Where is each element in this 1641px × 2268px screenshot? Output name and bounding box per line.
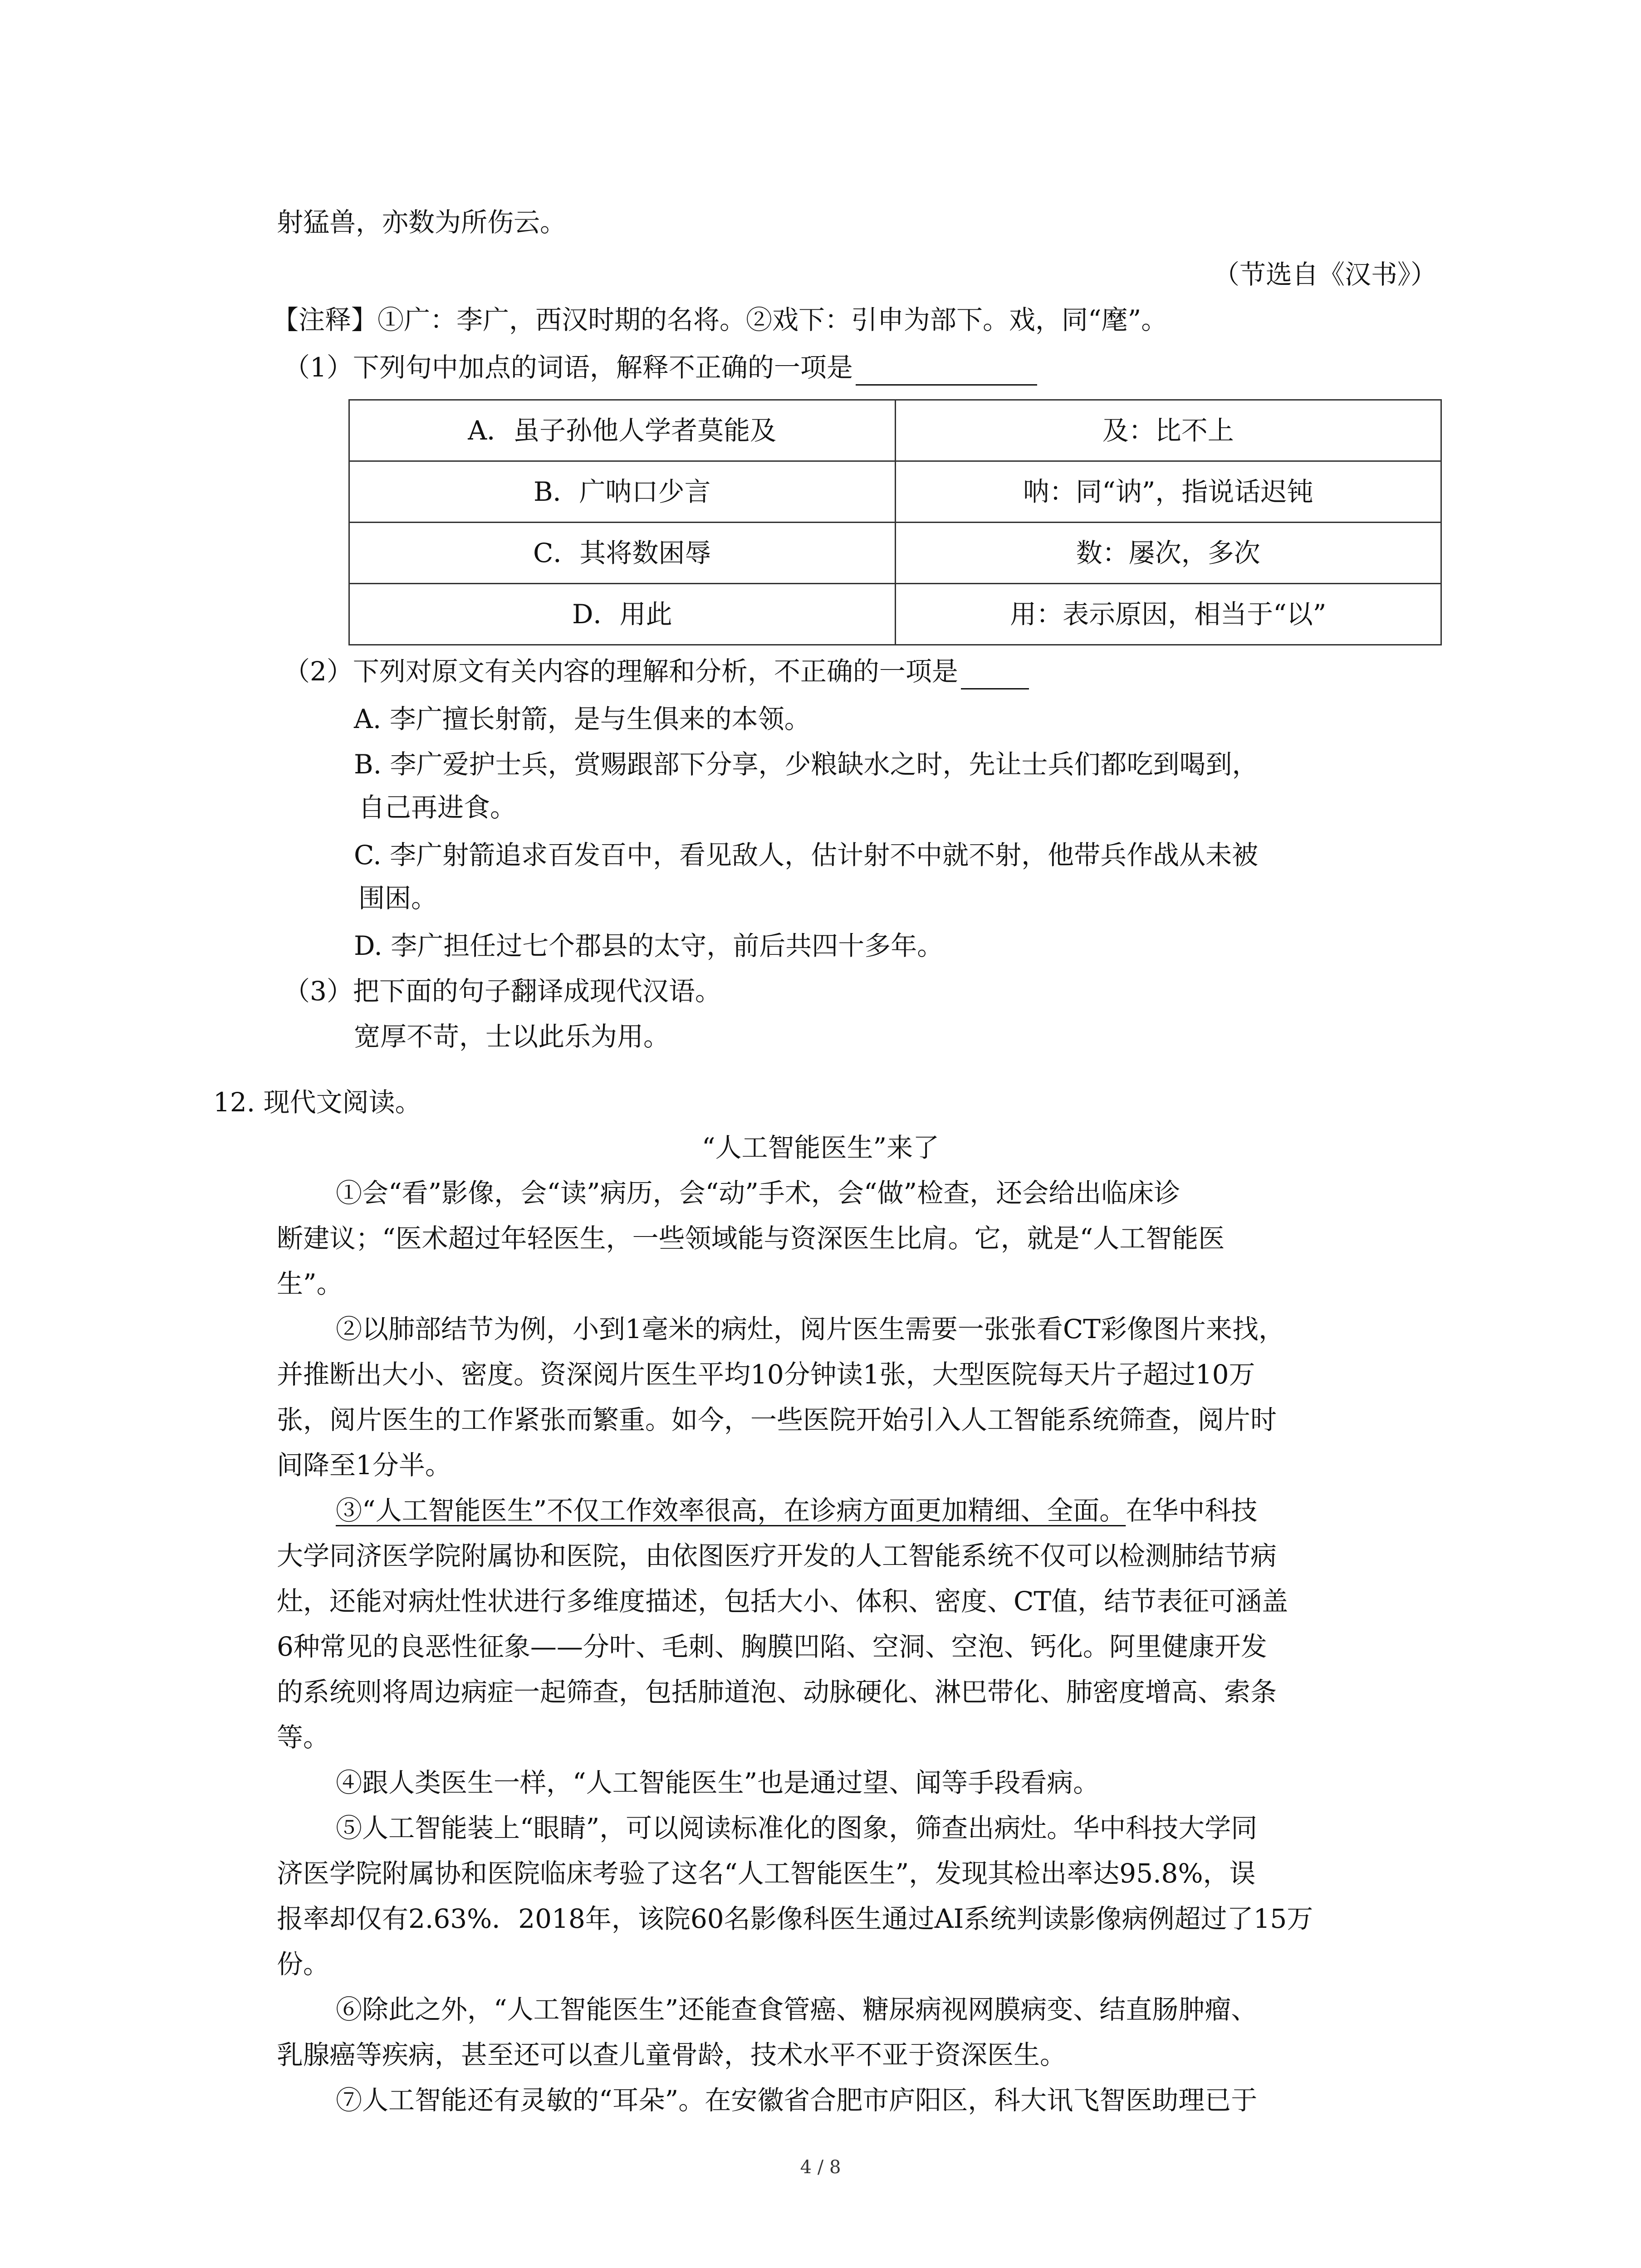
paragraph-line: 并推断出大小、密度。资深阅片医生平均10分钟读1张，大型医院每天片子超过10万 — [277, 1359, 1255, 1390]
paragraph-line: ④跟人类医生一样，“人工智能医生”也是通过望、闻等手段看病。 — [336, 1767, 1100, 1798]
paragraph-line: ⑤人工智能装上“眼睛”，可以阅读标准化的图象，筛查出病灶。华中科技大学同 — [336, 1813, 1258, 1843]
passage-source: （节选自《汉书》） — [1213, 259, 1437, 290]
passage-last-line: 射猛兽，亦数为所伤云。 — [277, 207, 567, 238]
paragraph-line: ⑦人工智能还有灵敏的“耳朵”。在安徽省合肥市庐阳区，科大讯飞智医助理已于 — [336, 2085, 1258, 2116]
option-meaning: 及：比不上 — [895, 400, 1441, 461]
table-row — [349, 461, 1441, 523]
paragraph-line: 济医学院附属协和医院临床考验了这名“人工智能医生”，发现其检出率达95.8%，误 — [277, 1858, 1256, 1889]
question-12-heading: 12. 现代文阅读。 — [213, 1087, 421, 1118]
question-3-stem: （3）把下面的句子翻译成现代汉语。 — [284, 976, 721, 1007]
question-2-option-d: D. 李广担任过七个郡县的太守，前后共四十多年。 — [354, 930, 944, 961]
paragraph-line: 报率却仅有2.63%．2018年，该院60名影像科医生通过AI系统判读影像病例超过了15万 — [277, 1903, 1313, 1934]
paragraph-line: 间降至1分半。 — [277, 1450, 451, 1481]
paragraph-line: 份。 — [277, 1949, 330, 1980]
paragraph-line: 的系统则将周边病症一起筛查，包括肺道泡、动脉硬化、淋巴带化、肺密度增高、索条 — [277, 1677, 1277, 1707]
paragraph-line: ②以肺部结节为例，小到1毫米的病灶，阅片医生需要一张张看CT彩像图片来找， — [336, 1314, 1285, 1344]
paragraph-line: ①会“看”影像，会“读”病历，会“动”手术，会“做”检查，还会给出临床诊 — [336, 1178, 1181, 1208]
question-2-option-b-cont: 自己再进食。 — [358, 792, 517, 823]
question-2-stem: （2）下列对原文有关内容的理解和分析，不正确的一项是 — [284, 653, 1029, 689]
question-2-option-a: A. 李广擅长射箭，是与生俱来的本领。 — [354, 704, 811, 734]
table-row — [349, 584, 1441, 645]
answer-blank[interactable] — [856, 357, 1037, 386]
question-2-option-c-cont: 围困。 — [358, 883, 438, 914]
article-title: “人工智能医生”来了 — [701, 1132, 940, 1163]
underlined-sentence: ③“人工智能医生”不仅工作效率很高，在诊病方面更加精细、全面。 — [336, 1495, 1126, 1526]
table-row — [349, 523, 1441, 584]
table-row — [349, 400, 1441, 461]
option-meaning: 呐：同“讷”，指说话迟钝 — [895, 461, 1441, 523]
paragraph-line: 等。 — [277, 1722, 330, 1753]
paragraph-line: 灶，还能对病灶性状进行多维度描述，包括大小、体积、密度、CT值，结节表征可涵盖 — [277, 1586, 1288, 1617]
option-meaning: 数：屡次，多次 — [895, 523, 1441, 584]
paragraph-line: ⑥除此之外，“人工智能医生”还能查食管癌、糖尿病视网膜病变、结直肠肿瘤、 — [336, 1994, 1258, 2025]
option-sentence: A．虽子孙他人学者莫能及 — [349, 400, 896, 461]
paragraph-line: 断建议；“医术超过年轻医生，一些领域能与资深医生比肩。它，就是“人工智能医 — [277, 1223, 1225, 1254]
option-sentence: B．广呐口少言 — [349, 461, 896, 523]
question-1-options-table — [348, 399, 1442, 645]
paragraph-line: 6种常见的良恶性征象——分叶、毛刺、胸膜凹陷、空洞、空泡、钙化。阿里健康开发 — [277, 1631, 1267, 1662]
paragraph-line: 张，阅片医生的工作紧张而繁重。如今，一些医院开始引入人工智能系统筛查，阅片时 — [277, 1404, 1277, 1435]
question-2-option-b: B. 李广爱护士兵，赏赐跟部下分享，少粮缺水之时，先让士兵们都吃到喝到， — [354, 749, 1259, 780]
option-meaning: 用：表示原因，相当于“以” — [895, 584, 1441, 645]
option-sentence: D．用此 — [349, 584, 896, 645]
option-sentence: C．其将数困辱 — [349, 523, 896, 584]
question-2-option-c: C. 李广射箭追求百发百中，看见敌人，估计射不中就不射，他带兵作战从未被 — [354, 840, 1259, 870]
passage-notes: 【注释】①广：李广，西汉时期的名将。②戏下：引申为部下。戏，同“麾”。 — [272, 304, 1168, 335]
question-1-stem: （1）下列句中加点的词语，解释不正确的一项是 — [284, 349, 1037, 386]
paragraph-line: 乳腺癌等疾病，甚至还可以查儿童骨龄，技术水平不亚于资深医生。 — [277, 2039, 1067, 2070]
paragraph-line: 生”。 — [277, 1268, 343, 1299]
paragraph-line: ③“人工智能医生”不仅工作效率很高，在诊病方面更加精细、全面。在华中科技 — [336, 1495, 1258, 1526]
question-3-sentence: 宽厚不苛，士以此乐为用。 — [354, 1021, 670, 1052]
answer-blank[interactable] — [961, 661, 1029, 689]
page-number: 4 / 8 — [800, 2157, 841, 2178]
paragraph-line: 大学同济医学院附属协和医院，由依图医疗开发的人工智能系统不仅可以检测肺结节病 — [277, 1540, 1277, 1571]
